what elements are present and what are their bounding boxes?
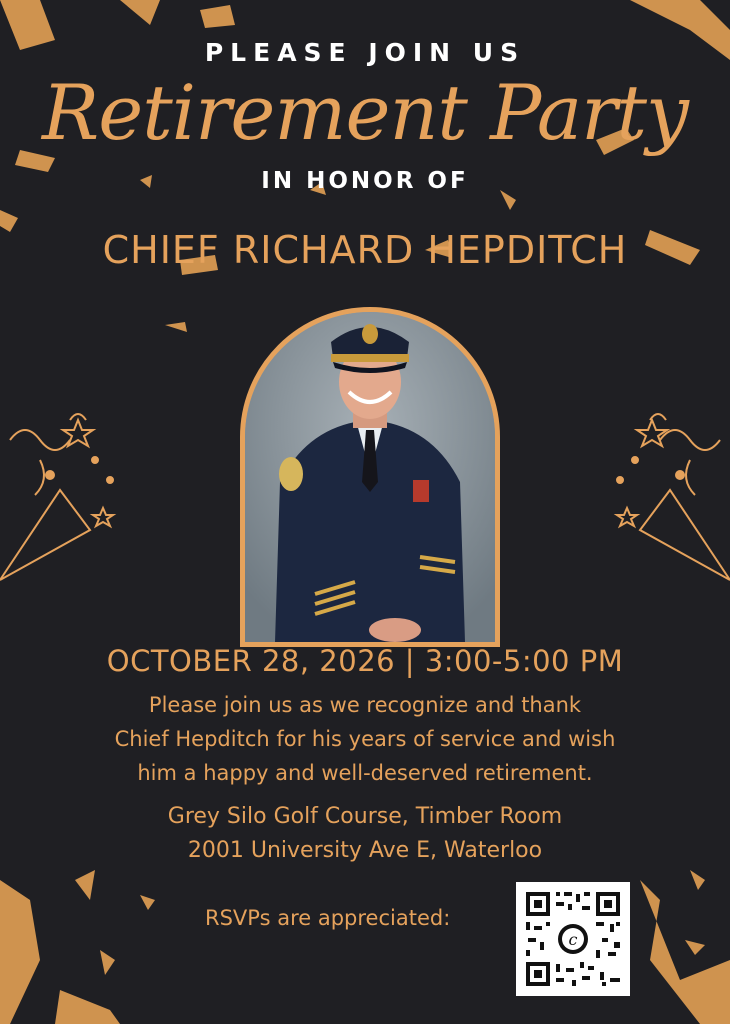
venue-name: Grey Silo Golf Course, Timber Room xyxy=(167,804,563,829)
description-line: him a happy and well-deserved retirement. xyxy=(137,761,593,785)
star-icon xyxy=(63,420,113,526)
honoree-photo xyxy=(240,307,500,647)
kicker-text: PLEASE JOIN US xyxy=(204,38,526,67)
star-icon xyxy=(617,420,667,526)
svg-text:c: c xyxy=(568,930,578,949)
qr-code-icon[interactable] xyxy=(516,882,630,996)
description xyxy=(0,688,730,790)
venue-address: 2001 University Ave E, Waterloo xyxy=(187,838,543,863)
date-time: OCTOBER 28, 2026 | 3:00-5:00 PM xyxy=(106,644,624,678)
venue xyxy=(0,800,730,868)
description-line: Please join us as we recognize and thank xyxy=(148,693,582,717)
honoree-name: CHIEF RICHARD HEPDITCH xyxy=(102,228,628,272)
honor-line: IN HONOR OF xyxy=(261,168,469,194)
party-popper-icon xyxy=(0,380,150,600)
party-popper-icon xyxy=(580,380,730,600)
description-line: Chief Hepditch for his years of service and wish xyxy=(114,727,616,751)
rsvp-label: RSVPs are appreciated: xyxy=(205,906,451,930)
event-title: Retirement Party xyxy=(42,68,688,157)
